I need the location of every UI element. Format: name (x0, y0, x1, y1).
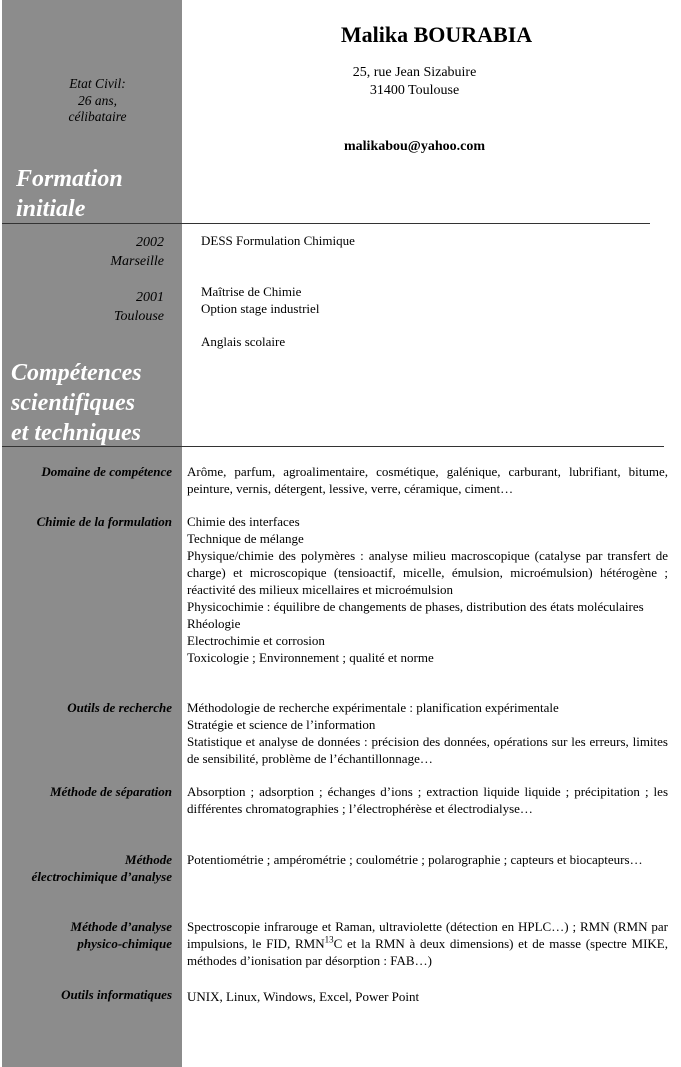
competence-line: Physicochimie : équilibre de changements de phases, distribution des états moléculaires (187, 599, 644, 614)
formation-date-2002 (110, 233, 164, 271)
competence-line: Potentiométrie ; ampérométrie ; coulométrie ; polarographie ; capteurs et biocapteurs… (187, 852, 643, 867)
competence-label-line: Méthode d’analyse (70, 919, 172, 934)
sidebar-band (2, 0, 182, 1067)
formation-entry-maitrise (201, 284, 319, 317)
formation-year: 2001 (136, 290, 164, 305)
etat-civil-label: Etat Civil: (69, 76, 126, 91)
competence-line: Absorption ; adsorption ; échanges d’ions ; extraction liquide liquide ; précipitation ; les différentes chromatographies ; l’électrophérèse et électrodialyse… (187, 784, 668, 816)
competence-body-recherche (187, 699, 668, 767)
competence-line: Statistique et analyse de données : précision des données, opérations sur les erreurs, limites de sensibilité, problème de l’échantillonnage… (187, 734, 668, 766)
isotope-superscript: 13 (324, 934, 334, 945)
competence-body-electrochimique (187, 851, 668, 868)
formation-place: Toulouse (113, 309, 164, 324)
competence-body-domaine (187, 463, 668, 497)
competence-label-domaine: Domaine de compétence (41, 464, 172, 479)
competence-label-electrochimique (4, 851, 172, 885)
section-title-formation (16, 164, 123, 224)
etat-civil-age: 26 ans, (77, 92, 117, 108)
competence-line: Electrochimie et corrosion (187, 633, 325, 648)
competence-label-line: Méthode (125, 852, 172, 867)
competence-label-recherche: Outils de recherche (67, 700, 172, 715)
email-link[interactable]: malikabou@yahoo.com (344, 139, 485, 154)
section-title-competences (11, 358, 142, 448)
formation-line: Option stage industriel (201, 300, 320, 316)
competence-text: C et la RMN à deux dimensions) et de masse (spectre MIKE, méthodes d’ionisation par désorption : FAB…) (187, 936, 668, 968)
competence-line: Rhéologie (187, 616, 241, 631)
formation-place: Marseille (110, 254, 164, 269)
formation-line: DESS Formulation Chimique (201, 233, 355, 248)
competence-body-physico (187, 918, 668, 969)
candidate-name: Malika BOURABIA (340, 22, 533, 47)
competence-label-informatique: Outils informatiques (61, 987, 172, 1002)
competence-line: Méthodologie de recherche expérimentale : planification expérimentale (187, 700, 559, 715)
competence-body-formulation (187, 513, 668, 666)
competence-line: Toxicologie ; Environnement ; qualité et norme (187, 650, 434, 665)
formation-entry-dess (201, 233, 355, 250)
competence-line: Physique/chimie des polymères : analyse milieu macroscopique (catalyse par transfert de charge) et microscopique (tensioactif, micelle, émulsion, microémulsion) hétérogène ; réactivité des milieux micellaires et microémulsion (187, 548, 668, 597)
section-title-line: initiale (16, 196, 86, 222)
etat-civil (30, 76, 165, 126)
formation-language: Anglais scolaire (201, 334, 286, 349)
section-divider (2, 223, 650, 224)
competence-text: Spectroscopie infrarouge et Raman, ultraviolette (détection en HPLC…) ; RMN (RMN par impulsions, le FID, RMN (187, 919, 668, 951)
competence-line: UNIX, Linux, Windows, Excel, Power Point (187, 989, 420, 1004)
etat-civil-status: célibataire (68, 109, 127, 124)
section-title-line: et techniques (11, 420, 141, 446)
competence-body-separation (187, 783, 668, 817)
competence-line (187, 918, 668, 969)
formation-date-2001 (114, 288, 164, 326)
competence-line: Stratégie et science de l’information (187, 717, 376, 732)
competence-line: Arôme, parfum, agroalimentaire, cosmétique, galénique, carburant, lubrifiant, bitume, peinture, vernis, détergent, lessive, verre, céramique, ciment… (187, 464, 668, 496)
formation-line: Maîtrise de Chimie (201, 284, 302, 299)
formation-year: 2002 (136, 235, 164, 250)
competence-label-separation: Méthode de séparation (49, 784, 172, 799)
section-divider (2, 446, 664, 447)
competence-label-physico (4, 918, 172, 952)
competence-label-line: physico-chimique (77, 936, 172, 951)
competence-line: Chimie des interfaces (187, 514, 300, 529)
section-title-line: scientifiques (11, 390, 135, 416)
competence-line: Technique de mélange (187, 531, 304, 546)
section-title-line: Compétences (11, 360, 142, 386)
section-title-line: Formation (16, 166, 123, 192)
competence-label-line: électrochimique d’analyse (31, 869, 172, 884)
address-street: 25, rue Jean Sizabuire (352, 65, 477, 80)
address-city: 31400 Toulouse (369, 83, 460, 98)
competence-label-formulation: Chimie de la formulation (36, 514, 172, 529)
address (157, 64, 672, 100)
competence-body-informatique (187, 988, 668, 1005)
